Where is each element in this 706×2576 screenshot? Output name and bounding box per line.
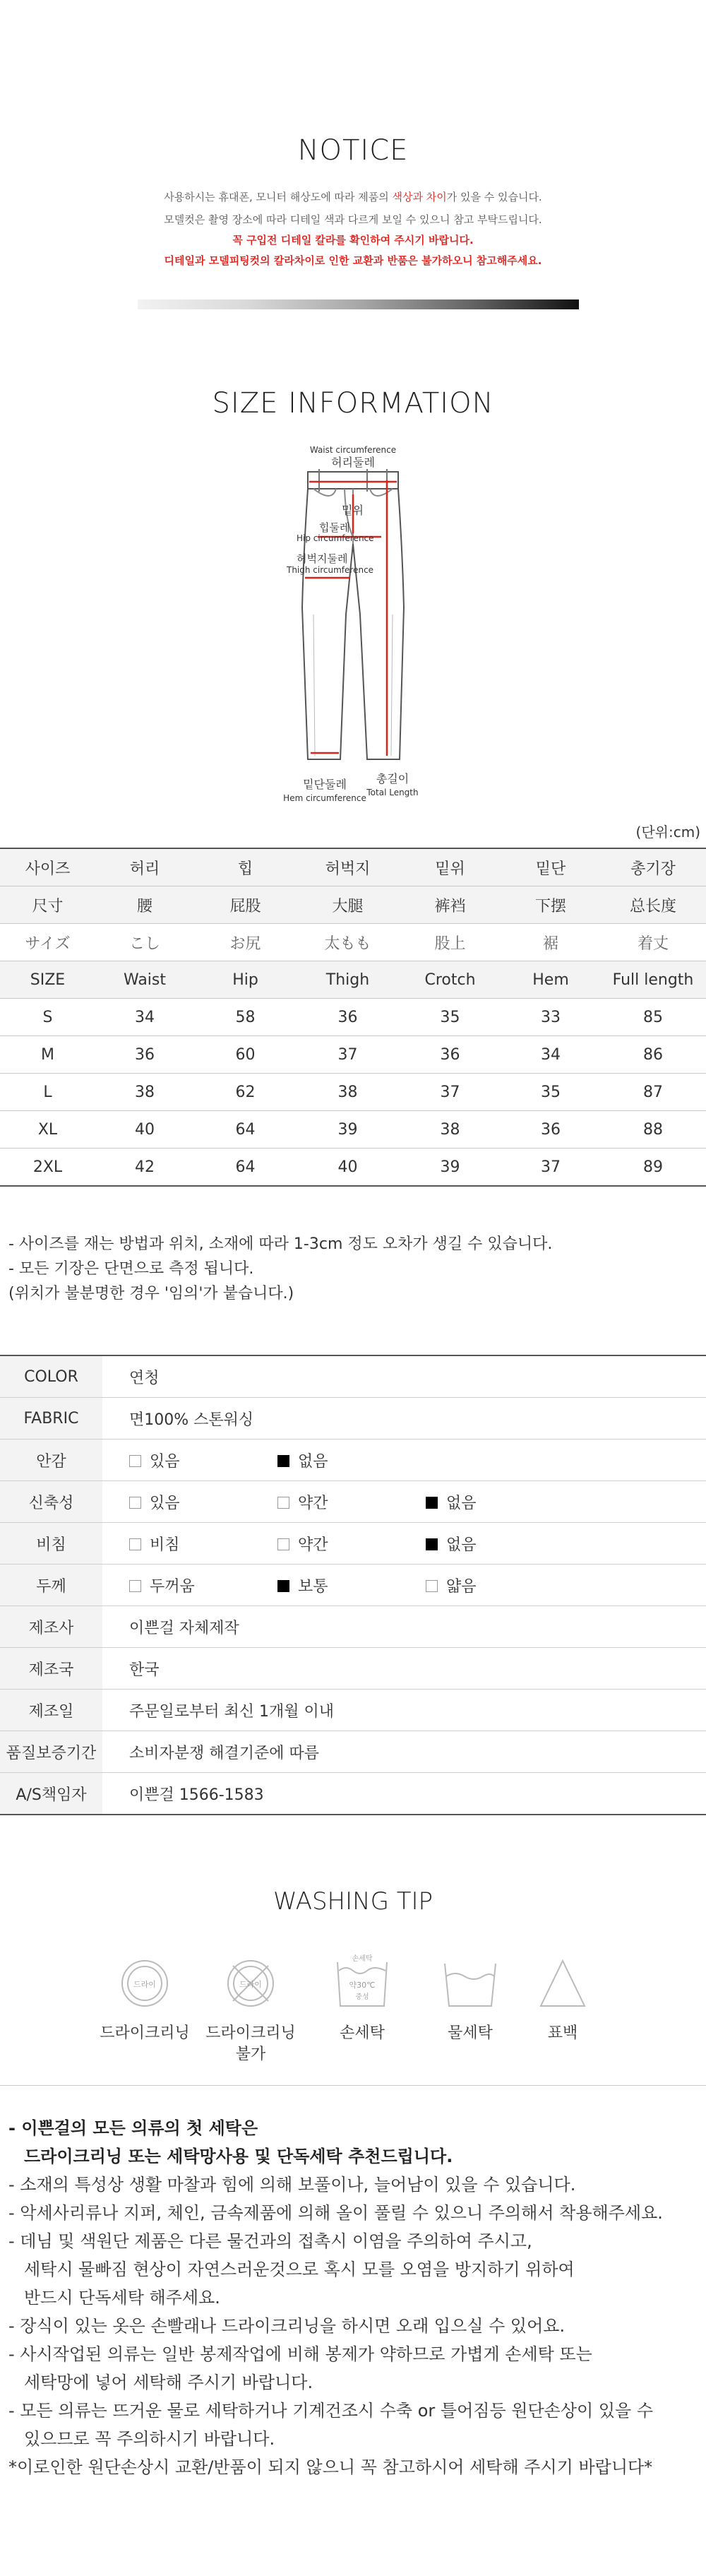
- table-cell: 36: [501, 1111, 600, 1148]
- hem-ko-label: 밑단둘레: [303, 778, 347, 791]
- unit-label: (단위:cm): [635, 824, 700, 841]
- checkbox-empty-icon: [129, 1538, 141, 1550]
- info-key: 제조사: [0, 1606, 102, 1648]
- checkbox-filled-icon: [426, 1538, 438, 1550]
- info-value: 소비자분쟁 해결기준에 따름: [102, 1731, 706, 1773]
- hand-wash-inner-top: 손세탁: [352, 1955, 373, 1963]
- size-header-cell: サイズ: [0, 924, 95, 961]
- info-value: 이쁜걸 자체제작: [102, 1606, 706, 1648]
- size-header-ja: [0, 924, 706, 961]
- table-cell: 60: [194, 1036, 297, 1074]
- size-header-cell: 裾: [501, 924, 600, 961]
- option-thick: [129, 1574, 277, 1596]
- checkbox-empty-icon: [277, 1497, 289, 1509]
- option-label: 약간: [298, 1536, 328, 1554]
- info-key: A/S책임자: [0, 1773, 102, 1815]
- table-cell: 38: [297, 1074, 399, 1111]
- size-note: - 사이즈를 재는 방법과 위치, 소재에 따라 1-3cm 정도 오차가 생길 수 있습니다.: [8, 1235, 553, 1253]
- size-header-cell: Waist: [95, 961, 194, 999]
- size-header-cell: 大腿: [297, 886, 399, 924]
- info-row-thickness: [0, 1565, 706, 1606]
- length-ko-label: 총길이: [376, 772, 409, 785]
- table-cell: 37: [399, 1074, 501, 1111]
- notice-line-3: 꼭 구입전 디테일 칼라를 확인하여 주시기 바랍니다.: [232, 234, 474, 247]
- tip-line: - 장식이 있는 옷은 손빨래나 드라이크리닝을 하시면 오래 입으실 수 있어요.: [8, 2316, 566, 2336]
- size-header-cell: こし: [95, 924, 194, 961]
- info-row-maker: [0, 1606, 706, 1648]
- tip-line: *이로인한 원단손상시 교환/반품이 되지 않으니 꼭 참고하시어 세탁해 주시기 바랍니다*: [8, 2457, 653, 2477]
- info-key: 제조일: [0, 1690, 102, 1731]
- info-value: [102, 1481, 706, 1523]
- size-header-cell: 着丈: [600, 924, 706, 961]
- table-cell: 88: [600, 1111, 706, 1148]
- option-sheer-yes: [129, 1533, 277, 1555]
- info-value: 한국: [102, 1648, 706, 1690]
- checkbox-filled-icon: [277, 1455, 289, 1467]
- dry-clean-inner-text: 드라이: [133, 1980, 156, 1989]
- size-table: [0, 848, 706, 1187]
- info-row-country: [0, 1648, 706, 1690]
- table-cell: 39: [297, 1111, 399, 1148]
- hip-ko-label: 힙둘레: [319, 521, 350, 534]
- size-notes: [8, 1232, 552, 1306]
- no-dry-clean-icon: [228, 1961, 273, 2006]
- info-value: [102, 1440, 706, 1481]
- info-value: 주문일로부터 최신 1개월 이내: [102, 1690, 706, 1731]
- size-header-cell: 밑위: [399, 848, 501, 886]
- size-header-cell: 裤裆: [399, 886, 501, 924]
- hip-en-label: Hip circumference: [297, 533, 374, 543]
- table-cell: L: [0, 1074, 95, 1111]
- table-cell: 36: [297, 999, 399, 1036]
- info-row-stretch: [0, 1481, 706, 1523]
- info-value: [102, 1565, 706, 1606]
- table-row: [0, 1148, 706, 1187]
- tip-line: - 소재의 특성상 생활 마찰과 힘에 의해 보풀이나, 늘어남이 있을 수 있습니다.: [8, 2175, 576, 2195]
- size-header-cell: Hem: [501, 961, 600, 999]
- table-row: [0, 1036, 706, 1074]
- option-stretch-no: [426, 1491, 574, 1513]
- option-lining-no: [277, 1449, 426, 1471]
- table-cell: XL: [0, 1111, 95, 1148]
- option-sheer-some: [277, 1533, 426, 1555]
- table-cell: 39: [399, 1148, 501, 1187]
- option-label: 없음: [446, 1536, 477, 1554]
- no-dry-clean-label: [194, 2023, 307, 2065]
- length-en-label: Total Length: [366, 788, 419, 797]
- table-cell: 35: [399, 999, 501, 1036]
- size-header-zh: [0, 886, 706, 924]
- info-key: 안감: [0, 1440, 102, 1481]
- size-header-cell: 股上: [399, 924, 501, 961]
- info-key: FABRIC: [0, 1398, 102, 1440]
- size-header-cell: Crotch: [399, 961, 501, 999]
- tip-line: 세탁망에 넣어 세탁해 주시기 바랍니다.: [24, 2373, 313, 2392]
- checkbox-filled-icon: [426, 1497, 438, 1509]
- table-cell: 33: [501, 999, 600, 1036]
- table-cell: 34: [501, 1036, 600, 1074]
- option-label: 없음: [446, 1494, 477, 1512]
- color-gradient-bar: [138, 299, 579, 309]
- option-lining-yes: [129, 1449, 277, 1471]
- size-info-title: SIZE INFORMATION: [212, 387, 494, 420]
- table-cell: 35: [501, 1074, 600, 1111]
- size-header-cell: 总长度: [600, 886, 706, 924]
- info-key: 두께: [0, 1565, 102, 1606]
- notice-line-1-a: 사용하시는 휴대폰, 모니터 해상도에 따라 제품의: [164, 191, 393, 203]
- option-label: 약간: [298, 1494, 328, 1512]
- waist-en-label: Waist circumference: [309, 445, 397, 455]
- tip-line: 드라이크리닝 또는 세탁망사용 및 단독세탁 추천드립니다.: [24, 2147, 453, 2166]
- option-label: 비침: [150, 1536, 180, 1554]
- hand-wash-inner-mid: 약30℃: [349, 1981, 376, 1990]
- table-cell: S: [0, 999, 95, 1036]
- crotch-ko-label: 밑위: [342, 504, 364, 517]
- size-header-cell: 사이즈: [0, 848, 95, 886]
- table-cell: 62: [194, 1074, 297, 1111]
- table-cell: 42: [95, 1148, 194, 1187]
- tip-line: 세탁시 물빠짐 현상이 자연스러운것으로 혹시 모를 오염을 방지하기 위하여: [24, 2260, 575, 2279]
- hand-wash-inner-bot: 중성: [355, 1993, 369, 2001]
- pants-diagram: [0, 438, 706, 809]
- size-header-cell: お尻: [194, 924, 297, 961]
- size-header-cell: 尺寸: [0, 886, 95, 924]
- table-cell: 37: [297, 1036, 399, 1074]
- waist-ko-label: 허리둘레: [331, 456, 375, 469]
- table-cell: 40: [95, 1111, 194, 1148]
- dry-clean-label: 드라이크리닝: [100, 2024, 190, 2042]
- table-cell: 85: [600, 999, 706, 1036]
- size-header-cell: 총기장: [600, 848, 706, 886]
- notice-line-1-c: 가 있을 수 있습니다.: [446, 191, 542, 203]
- dry-clean-icon: [122, 1961, 167, 2006]
- option-label: 두꺼움: [150, 1577, 195, 1596]
- info-key: 신축성: [0, 1481, 102, 1523]
- option-normal: [277, 1574, 426, 1596]
- size-header-cell: 腰: [95, 886, 194, 924]
- hand-wash-label: 손세탁: [340, 2024, 385, 2042]
- table-row: [0, 999, 706, 1036]
- option-stretch-yes: [129, 1491, 277, 1513]
- hem-en-label: Hem circumference: [283, 793, 366, 803]
- notice-title: NOTICE: [297, 134, 409, 167]
- washing-icons: [0, 1948, 706, 2019]
- size-header-cell: Full length: [600, 961, 706, 999]
- size-header-cell: 밑단: [501, 848, 600, 886]
- checkbox-empty-icon: [129, 1580, 141, 1592]
- size-header-cell: Hip: [194, 961, 297, 999]
- info-key: 비침: [0, 1523, 102, 1565]
- size-header-en: [0, 961, 706, 999]
- thigh-ko-label: 허벅지둘레: [297, 552, 348, 565]
- tip-line: - 모든 의류는 뜨거운 물로 세탁하거나 기계건조시 수축 or 틀어짐등 원단손상이 있을 수: [8, 2401, 654, 2421]
- water-wash-icon: [445, 1964, 496, 2006]
- table-cell: 36: [95, 1036, 194, 1074]
- info-value: 연청: [102, 1355, 706, 1398]
- notice-line-1: [0, 189, 706, 204]
- tip-line: - 이쁜걸의 모든 의류의 첫 세탁은: [8, 2118, 258, 2138]
- tip-line: - 데님 및 색원단 제품은 다른 물건과의 접촉시 이염을 주의하여 주시고,: [8, 2231, 532, 2251]
- tip-line: 있으므로 꼭 주의하시기 바랍니다.: [24, 2429, 275, 2449]
- option-thin: [426, 1574, 574, 1596]
- size-header-cell: 太もも: [297, 924, 399, 961]
- hand-wash-icon: [337, 1954, 387, 2006]
- size-header-cell: 屁股: [194, 886, 297, 924]
- size-header-cell: 힙: [194, 848, 297, 886]
- size-note: (위치가 불분명한 경우 '임의'가 붙습니다.): [8, 1285, 294, 1302]
- info-key: 제조국: [0, 1648, 102, 1690]
- notice-line-1-highlight: 색상과 차이: [392, 191, 447, 203]
- option-sheer-no: [426, 1533, 574, 1555]
- info-value: [102, 1523, 706, 1565]
- info-row-date: [0, 1690, 706, 1731]
- info-row-color: [0, 1355, 706, 1398]
- info-key: 품질보증기간: [0, 1731, 102, 1773]
- checkbox-filled-icon: [277, 1580, 289, 1592]
- table-cell: 38: [95, 1074, 194, 1111]
- table-cell: 34: [95, 999, 194, 1036]
- tip-line: - 사시작업된 의류는 일반 봉제작업에 비해 봉제가 약하므로 가볍게 손세탁 또는: [8, 2344, 592, 2364]
- option-label: 없음: [298, 1452, 328, 1471]
- size-header-cell: 허리: [95, 848, 194, 886]
- table-cell: 64: [194, 1111, 297, 1148]
- checkbox-empty-icon: [426, 1580, 438, 1592]
- bleach-label: 표백: [547, 2024, 578, 2042]
- notice-line-4: 디테일과 모델피팅컷의 칼라차이로 인한 교환과 반품은 불가하오니 참고해주세요.: [164, 254, 542, 267]
- no-dry-clean-label-1: 드라이크리닝: [205, 2024, 296, 2042]
- info-value: 이쁜걸 1566-1583: [102, 1773, 706, 1815]
- washing-tips: [8, 2114, 663, 2481]
- table-row: [0, 1074, 706, 1111]
- table-row: [0, 1111, 706, 1148]
- bleach-icon: [541, 1961, 585, 2006]
- tip-line: 반드시 단독세탁 해주세요.: [24, 2288, 220, 2308]
- info-row-as: [0, 1773, 706, 1815]
- washing-title: WASHING TIP: [273, 1887, 433, 1916]
- table-cell: 36: [399, 1036, 501, 1074]
- product-info-table: [0, 1355, 706, 1815]
- size-header-ko: [0, 848, 706, 886]
- checkbox-empty-icon: [277, 1538, 289, 1550]
- info-row-fabric: [0, 1398, 706, 1440]
- no-dry-clean-inner-text: 드라이: [239, 1980, 262, 1989]
- option-label: 얇음: [446, 1577, 477, 1596]
- info-value: 면100% 스톤워싱: [102, 1398, 706, 1440]
- thigh-en-label: Thigh circumference: [287, 565, 374, 575]
- checkbox-empty-icon: [129, 1497, 141, 1509]
- size-header-cell: 下摆: [501, 886, 600, 924]
- tip-line: - 악세사리류나 지퍼, 체인, 금속제품에 의해 올이 풀릴 수 있으니 주의해서 착용해주세요.: [8, 2203, 663, 2223]
- water-wash-label: 물세탁: [448, 2024, 493, 2042]
- info-row-sheer: [0, 1523, 706, 1565]
- size-header-cell: Thigh: [297, 961, 399, 999]
- option-label: 보통: [298, 1577, 328, 1596]
- option-label: 있음: [150, 1452, 180, 1471]
- notice-line-2: 모델컷은 촬영 장소에 따라 디테일 색과 다르게 보일 수 있으니 참고 부탁드립니다.: [164, 213, 542, 226]
- no-dry-clean-label-2: 불가: [235, 2046, 266, 2063]
- size-header-cell: SIZE: [0, 961, 95, 999]
- info-row-warranty: [0, 1731, 706, 1773]
- table-cell: 87: [600, 1074, 706, 1111]
- checkbox-empty-icon: [129, 1455, 141, 1467]
- table-cell: M: [0, 1036, 95, 1074]
- table-cell: 64: [194, 1148, 297, 1187]
- size-note: - 모든 기장은 단면으로 측정 됩니다.: [8, 1260, 254, 1278]
- size-header-cell: 허벅지: [297, 848, 399, 886]
- table-cell: 40: [297, 1148, 399, 1187]
- table-cell: 38: [399, 1111, 501, 1148]
- divider: [0, 2085, 706, 2086]
- table-cell: 58: [194, 999, 297, 1036]
- table-cell: 2XL: [0, 1148, 95, 1187]
- option-stretch-some: [277, 1491, 426, 1513]
- table-cell: 37: [501, 1148, 600, 1187]
- info-row-lining: [0, 1440, 706, 1481]
- table-cell: 86: [600, 1036, 706, 1074]
- info-key: COLOR: [0, 1355, 102, 1398]
- option-label: 있음: [150, 1494, 180, 1512]
- table-cell: 89: [600, 1148, 706, 1187]
